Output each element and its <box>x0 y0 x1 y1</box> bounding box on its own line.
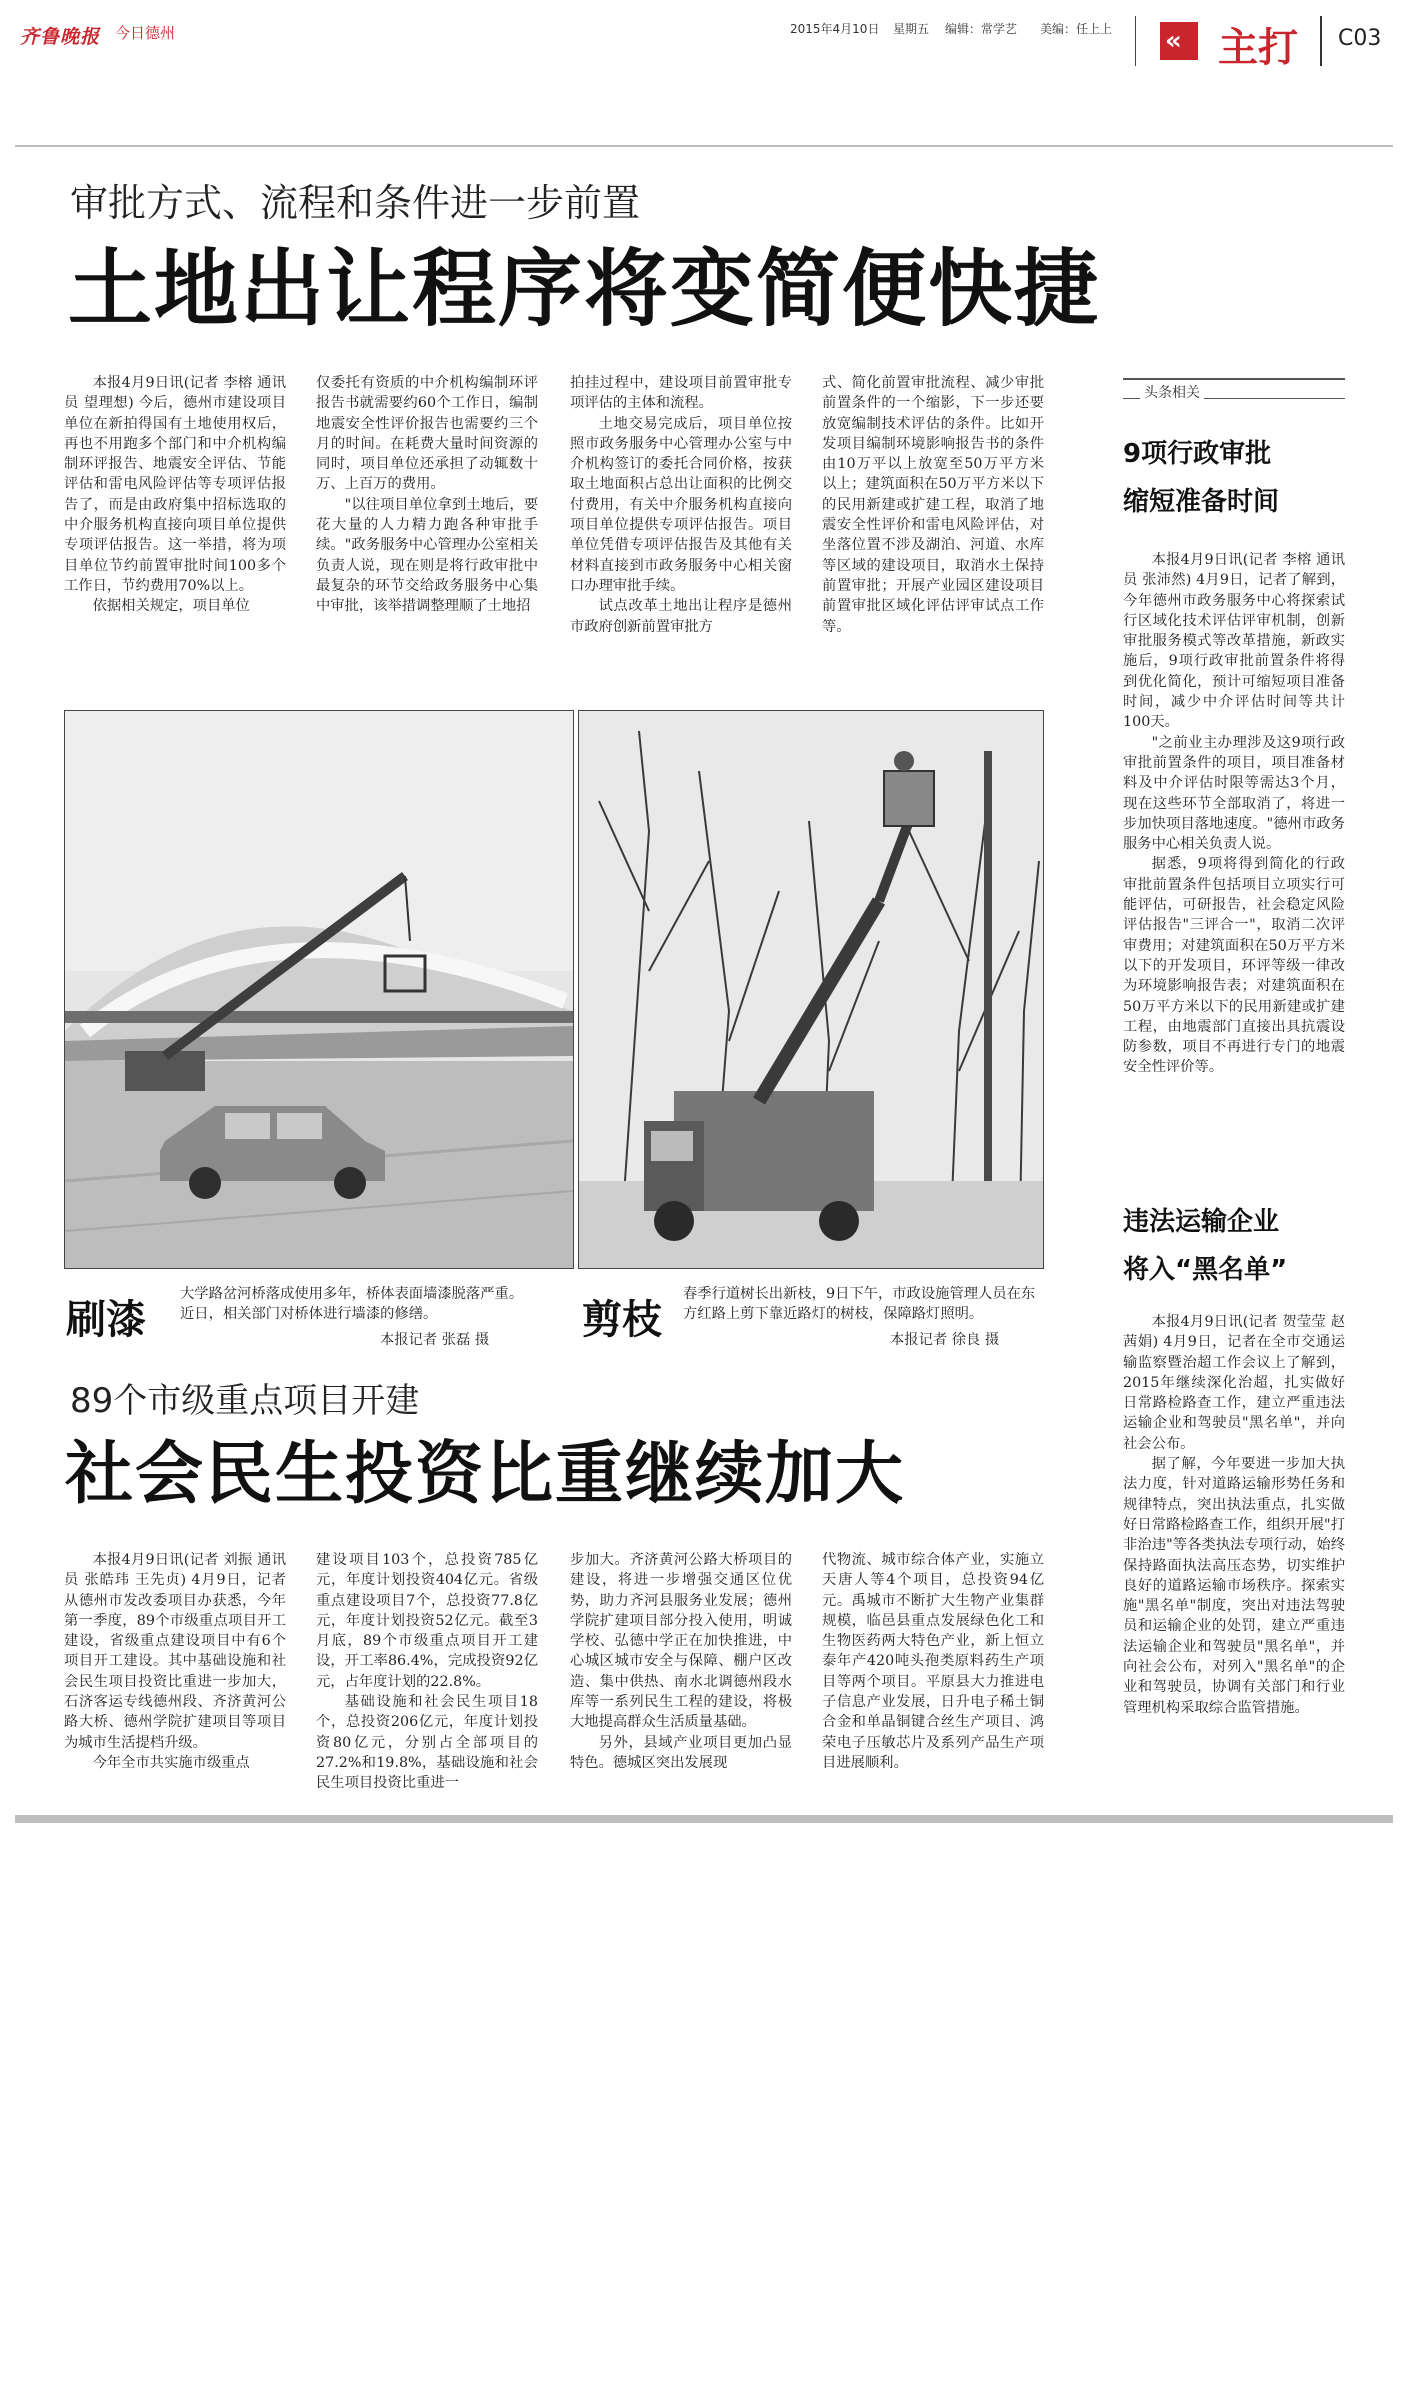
paragraph: 试点改革土地出让程序是德州市政府创新前置审批方 <box>570 598 792 635</box>
paragraph: 本报4月9日讯(记者 刘振 通讯员 张皓玮 王先贞) 4月9日，记者从德州市发改委项目办获悉，今年第一季度，89个市级重点项目开工建设，省级重点建设项目中有6个项目开工建设。其中基础设施和社会民生项目投资比重进一步加大，石济客运专线德州段、齐济黄河公路大桥、德州学院扩建项目等项目为城市生活提档升级。 <box>64 1552 286 1751</box>
header-divider <box>1135 16 1136 66</box>
sidebar-news2-title-line2: 将入“黑名单” <box>1123 1255 1288 1285</box>
sidebar-news1-title-line1: 9项行政审批 <box>1123 439 1272 469</box>
story2-column-2 <box>316 1550 538 1794</box>
paragraph: 步加大。齐济黄河公路大桥项目的建设，将进一步增强交通区位优势，助力齐河县服务业发展；德州学院扩建项目部分投入使用，明诚学校、弘德中学正在加快推进，中心城区城市安全与保障、棚户区改造、集中供热、南水北调德州段水库等一系列民生工程的建设，将极大地提高群众生活质量基础。 <box>570 1552 792 1731</box>
paragraph: 建设项目103个，总投资785亿元，年度计划投资404亿元。省级重点建设项目7个，总投资77.8亿元，年度计划投资52亿元。截至3月底，89个市级重点项目开工建设，开工率86.4%，完成投资92亿元，占年度计划的22.8%。 <box>316 1552 538 1690</box>
column-badge <box>1160 22 1198 60</box>
sidebar-news2-body <box>1123 1312 1345 1718</box>
photo1-label: 刷漆 <box>66 1297 146 1343</box>
section-name: 今日德州 <box>115 24 176 42</box>
story2-subtitle: 89个市级重点项目开建 <box>70 1381 420 1421</box>
photo1-caption-text: 大学路岔河桥落成使用多年，桥体表面墙漆脱落严重。近日，相关部门对桥体进行墙漆的修缮。 <box>180 1286 524 1323</box>
paragraph: 代物流、城市综合体产业，实施立天唐人等4个项目，总投资94亿元。禹城市不断扩大生物产业集群规模，临邑县重点发展绿色化工和生物医药两大特色产业，新上恒立泰年产420吨头孢类原料药生产项目等两个项目。平原县大力推进电子信息产业发展，日升电子稀土铜合金和单晶铜键合丝生产项目、鸿荣电子压敏芯片及系列产品生产项目进展顺利。 <box>822 1552 1044 1771</box>
issue-date: 2015年4月10日 <box>790 22 880 36</box>
paragraph: 本报4月9日讯(记者 李榕 通讯员 望理想) 今后，德州市建设项目单位在新拍得国有土地使用权后，再也不用跑多个部门和中介机构编制环评报告、地震安全评估、节能评估和雷电风险评估等专项评估报告了，而是由政府集中招标选取的中介服务机构直接向项目单位提供专项评估报告。这一举措，将为项目单位节约前置审批时间100多个工作日，节约费用70%以上。 <box>64 375 286 594</box>
paragraph: 本报4月9日讯(记者 贺莹莹 赵茜娟) 4月9日，记者在全市交通运输监察暨治超工作会议上了解到，2015年继续深化治超，扎实做好日常路检路查工作，建立严重违法运输企业和驾驶员"黑名单"，并向社会公布。 <box>1123 1314 1345 1452</box>
sidebar-news2-title-line1: 违法运输企业 <box>1123 1207 1280 1237</box>
page-number: C03 <box>1338 26 1382 51</box>
sidebar-label: 头条相关 <box>1140 382 1204 402</box>
paragraph: 式、简化前置审批流程、减少审批前置条件的一个缩影，下一步还要放宽编制技术评估的条件。比如开发项目编制环境影响报告书的条件由10万平以上放宽至50万平方米以上；建筑面积在50万平方米以下的民用新建或扩建工程，取消了地震安全性评价和雷电风险评估，对坐落位置不涉及湖泊、河道、水库等区域的建设项目，取消水土保持前置审批；开展产业园区建设项目前置审批区域化评估评审试点工作等。 <box>822 375 1044 635</box>
photo2-credit: 本报记者 徐良 摄 <box>890 1332 1000 1348</box>
arrow-icon: « <box>1165 26 1182 56</box>
header-rule <box>15 145 1393 147</box>
story2-title: 社会民生投资比重继续加大 <box>65 1435 906 1514</box>
sidebar-news2-title <box>1123 1198 1345 1294</box>
story1-subtitle: 审批方式、流程和条件进一步前置 <box>70 181 641 225</box>
header-divider-2 <box>1320 16 1322 66</box>
photo-bridge-painting-image <box>65 711 573 1268</box>
paragraph: 今年全市共实施市级重点 <box>92 1754 250 1771</box>
page-bottom-rule <box>15 1815 1393 1823</box>
issue-weekday: 星期五 <box>893 22 930 36</box>
story1-column-2 <box>316 373 538 617</box>
paragraph: 依据相关规定，项目单位 <box>92 598 250 615</box>
paragraph: 另外，县域产业项目更加凸显特色。德城区突出发展现 <box>570 1734 792 1771</box>
story1-column-1 <box>64 373 286 617</box>
photo1-credit: 本报记者 张磊 摄 <box>380 1332 490 1348</box>
photo2-caption-text: 春季行道树长出新枝，9日下午，市政设施管理人员在东方红路上剪下靠近路灯的树枝，保障路灯照明。 <box>683 1286 1036 1323</box>
paragraph: 本报4月9日讯(记者 李榕 通讯员 张沛然) 4月9日，记者了解到，今年德州市政务服务中心将探索试行区域化技术评估评审机制，创新审批服务模式等改革措施，新政实施后，9项行政审批前置条件将得到优化简化，预计可缩短项目准备时间，减少中介评估时间等共计100天。 <box>1123 552 1345 731</box>
story2-column-1 <box>64 1550 286 1773</box>
photo-bridge-painting <box>64 710 574 1269</box>
newspaper-logo: 齐鲁晚报 <box>20 26 101 48</box>
paragraph: 仅委托有资质的中介机构编制环评报告书就需要约60个工作日，编制地震安全性评价报告也需要约三个月的时间。在耗费大量时间资源的同时，项目单位还承担了动辄数十万、上百万的费用。 <box>316 375 538 493</box>
editor-credit: 编辑：常学艺 <box>945 22 1018 36</box>
paragraph: 土地交易完成后，项目单位按照市政务服务中心管理办公室与中介机构签订的委托合同价格，按获取土地面积占总出让面积的比例交付费用，有关中介服务机构直接向项目单位提供专项评估报告。项目单位凭借专项评估报告及其他有关材料直接到市政务服务中心相关窗口办理审批手续。 <box>570 415 792 594</box>
paragraph: 据悉，9项将得到简化的行政审批前置条件包括项目立项实行可能评估，可研报告，社会稳定风险评估报告"三评合一"，取消二次评审费用；对建筑面积在50万平方米以下的开发项目，环评等级一律改为环境影响报告表；对建筑面积在50万平方米以下的民用新建或扩建工程，由地震部门直接出具抗震设防参数，项目不再进行专门的地震安全性评价等。 <box>1123 856 1345 1076</box>
sidebar-top-rule <box>1123 378 1345 380</box>
paragraph: 据了解，今年要进一步加大执法力度，针对道路运输形势任务和规律特点，突出执法重点，扎实做好日常路检路查工作，组织开展"打非治违"等各类执法专项行动，始终保持路面执法高压态势，切实维护良好的道路运输市场秩序。探索实施"黑名单"制度，突出对违法驾驶员和运输企业的处罚，建立严重违法运输企业和驾驶员"黑名单"，并向社会公布，对列入"黑名单"的企业和驾驶员，协调有关部门和行业管理机构采取综合监管措施。 <box>1123 1456 1345 1716</box>
sidebar-news1-body <box>1123 550 1345 1078</box>
story1-column-4 <box>822 373 1044 637</box>
art-editor-credit: 美编：任上上 <box>1040 22 1113 36</box>
paragraph: 拍挂过程中，建设项目前置审批专项评估的主体和流程。 <box>570 375 792 412</box>
sidebar-news1-title <box>1123 430 1345 526</box>
paragraph: "之前业主办理涉及这9项行政审批前置条件的项目，项目准备材料及中介评估时限等需达3个月，现在这些环节全部取消了，将进一步加快项目落地速度。"德州市政务服务中心相关负责人说。 <box>1123 734 1345 853</box>
sidebar-news1-title-line2: 缩短准备时间 <box>1123 487 1280 517</box>
photo2-caption <box>683 1284 1038 1325</box>
photo2-label: 剪枝 <box>582 1297 662 1343</box>
paragraph: 基础设施和社会民生项目18个，总投资206亿元，年度计划投资80亿元，分别占全部项目的27.2%和19.8%，基础设施和社会民生项目投资比重进一 <box>316 1694 538 1792</box>
paragraph: "以往项目单位拿到土地后，要花大量的人力精力跑各种审批手续。"政务服务中心管理办公室相关负责人说，现在则是将行政审批中最复杂的环节交给政务服务中心集中审批，该举措调整理顺了土地招 <box>316 496 538 615</box>
story2-column-3 <box>570 1550 792 1773</box>
story1-title: 土地出让程序将变简便快捷 <box>68 240 1101 338</box>
photo1-caption <box>180 1284 535 1325</box>
story1-column-3 <box>570 373 792 637</box>
photo-tree-pruning <box>578 710 1044 1269</box>
story2-column-4 <box>822 1550 1044 1773</box>
photo-tree-pruning-image <box>579 711 1043 1268</box>
column-title: 主打 <box>1218 25 1298 71</box>
